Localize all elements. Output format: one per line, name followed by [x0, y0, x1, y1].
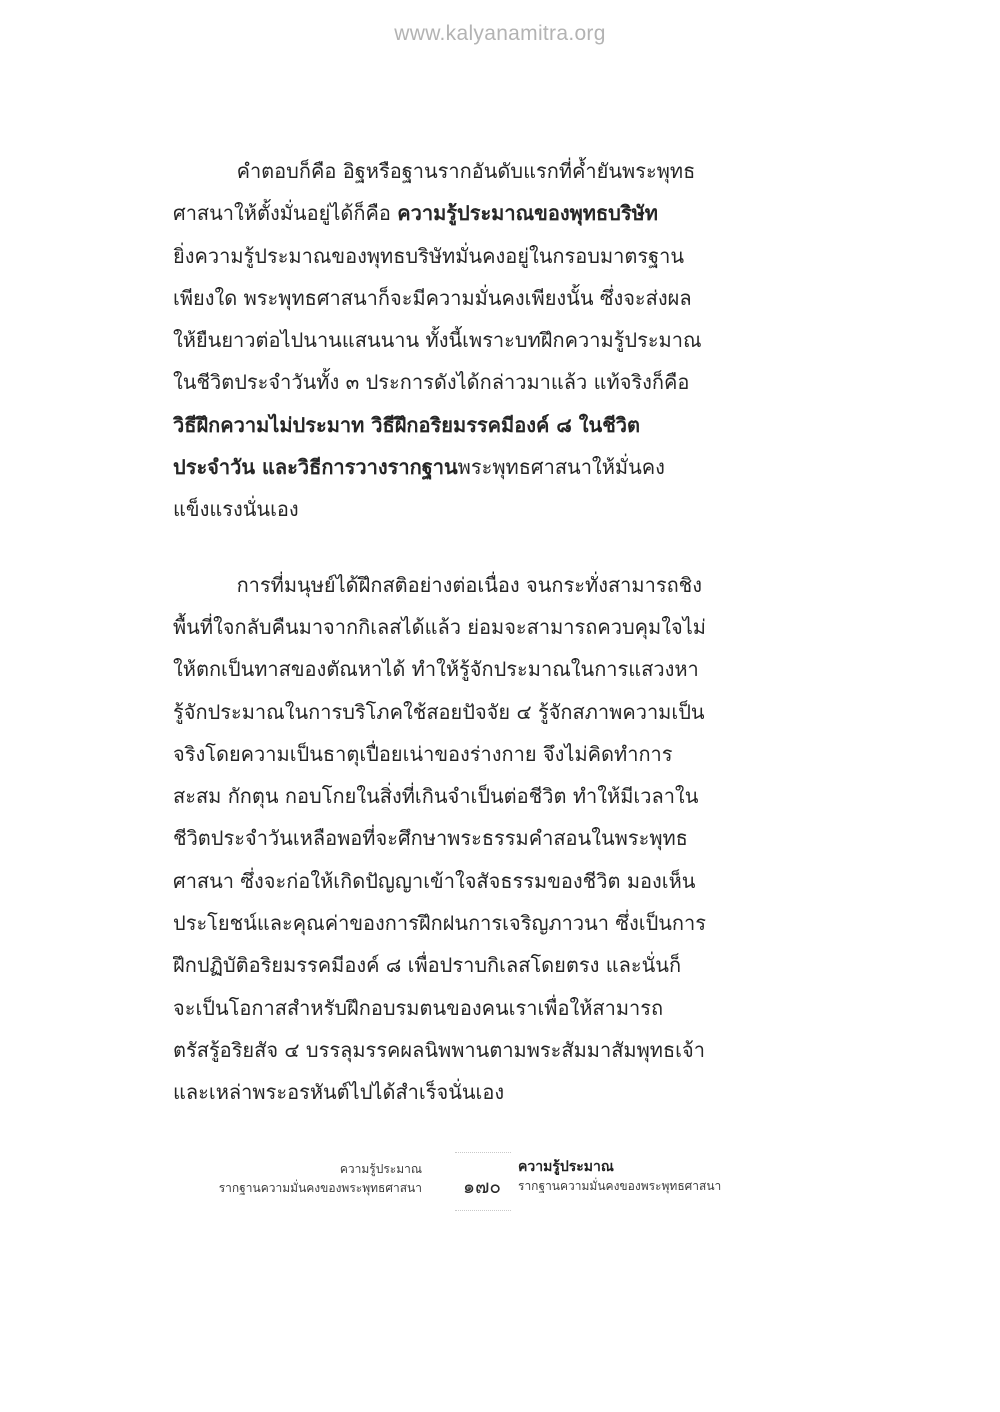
text-line: [173, 860, 776, 902]
text-segment: จริงโดยความเป็นธาตุเปื่อยเน่าของร่างกาย จึงไม่คิดทำการ: [173, 741, 673, 766]
watermark-url: www.kalyanamitra.org: [394, 22, 606, 45]
text-line: [173, 319, 776, 361]
text-segment: สะสม กักตุน กอบโกยในสิ่งที่เกินจำเป็นต่อชีวิต ทำให้มีเวลาใน: [173, 784, 699, 809]
text-line: [173, 277, 776, 319]
text-segment: ประโยชน์และคุณค่าของการฝึกฝนการเจริญภาวนา ซึ่งเป็นการ: [173, 911, 707, 936]
text-line: [173, 944, 776, 986]
text-segment: รู้จักประมาณในการบริโภคใช้สอยปัจจัย ๔ รู้จักสภาพความเป็น: [173, 699, 705, 724]
text-segment: และเหล่าพระอรหันต์ไปได้สำเร็จนั่นเอง: [173, 1080, 505, 1105]
page-number: ๑๗๐: [463, 1176, 501, 1198]
text-line: [173, 1071, 776, 1113]
text-segment: ศาสนาให้ตั้งมั่นอยู่ได้ก็คือ: [173, 201, 398, 226]
text-segment: การที่มนุษย์ได้ฝึกสติอย่างต่อเนื่อง จนกระทั่งสามารถชิง: [173, 572, 703, 597]
footer-left-subtitle: รากฐานความมั่นคงของพระพุทธศาสนา: [218, 1181, 422, 1195]
footer-ornament-bottom: [455, 1210, 511, 1212]
text-line: [173, 902, 776, 944]
text-segment: แข็งแรงนั่นเอง: [173, 497, 299, 522]
text-line: [173, 817, 776, 859]
text-segment: พื้นที่ใจกลับคืนมาจากกิเลสได้แล้ว ย่อมจะสามารถควบคุมใจไม่: [173, 614, 706, 639]
text-line: [173, 648, 776, 690]
footer-ornament-top: [455, 1152, 511, 1154]
footer-right-title: ความรู้ประมาณ: [518, 1159, 614, 1175]
bold-text-segment: ประจำวัน และวิธีการวางรากฐาน: [173, 455, 458, 480]
text-line: [173, 488, 776, 530]
footer-left: [219, 1160, 422, 1198]
text-segment: ฝึกปฏิบัติอริยมรรคมีองค์ ๘ เพื่อปราบกิเลสโดยตรง และนั่นก็: [173, 953, 682, 978]
text-line: [173, 446, 776, 488]
text-segment: คำตอบก็คือ อิฐหรือฐานรากอันดับแรกที่ค้ำยันพระพุทธ: [173, 159, 696, 183]
text-line: [173, 404, 776, 446]
text-segment: ศาสนา ซึ่งจะก่อให้เกิดปัญญาเข้าใจสัจธรรมของชีวิต มองเห็น: [173, 868, 696, 893]
page-footer: [0, 1148, 1000, 1228]
text-line: [173, 1029, 776, 1071]
text-segment: ให้ยืนยาวต่อไปนานแสนนาน ทั้งนี้เพราะบทฝึกความรู้ประมาณ: [173, 328, 702, 353]
text-segment: ให้ตกเป็นทาสของตัณหาได้ ทำให้รู้จักประมาณในการแสวงหา: [173, 657, 699, 682]
text-segment: ในชีวิตประจำวันทั้ง ๓ ประการดังได้กล่าวมาแล้ว แท้จริงก็คือ: [173, 370, 690, 395]
text-line: [173, 361, 776, 403]
body-text: [173, 150, 776, 1114]
footer-right-subtitle: รากฐานความมั่นคงของพระพุทธศาสนา: [518, 1179, 722, 1193]
text-line: [173, 606, 776, 648]
footer-left-title: ความรู้ประมาณ: [339, 1162, 422, 1176]
paragraph-2: [173, 564, 776, 1114]
text-line: [173, 192, 776, 234]
text-line: [173, 564, 776, 606]
bold-text-segment: วิธีฝึกความไม่ประมาท วิธีฝึกอริยมรรคมีองค์ ๘ ในชีวิต: [173, 412, 640, 437]
text-segment: ยิ่งความรู้ประมาณของพุทธบริษัทมั่นคงอยู่ในกรอบมาตรฐาน: [173, 243, 685, 268]
paragraph-1: [173, 150, 776, 531]
text-segment: พระพุทธศาสนาให้มั่นคง: [457, 455, 665, 480]
text-line: [173, 775, 776, 817]
text-line: [173, 691, 776, 733]
text-segment: จะเป็นโอกาสสำหรับฝึกอบรมตนของคนเราเพื่อให้สามารถ: [173, 995, 664, 1020]
bold-text-segment: ความรู้ประมาณของพุทธบริษัท: [397, 201, 658, 226]
text-segment: ชีวิตประจำวันเหลือพอที่จะศึกษาพระธรรมคำสอนในพระพุทธ: [173, 826, 688, 851]
text-line: [173, 733, 776, 775]
text-segment: เพียงใด พระพุทธศาสนาก็จะมีความมั่นคงเพียงนั้น ซึ่งจะส่งผล: [173, 285, 692, 310]
text-line: [173, 150, 776, 192]
text-line: [173, 235, 776, 277]
footer-right: [518, 1158, 721, 1196]
text-line: [173, 987, 776, 1029]
text-segment: ตรัสรู้อริยสัจ ๔ บรรลุมรรคผลนิพพานตามพระสัมมาสัมพุทธเจ้า: [173, 1037, 705, 1062]
